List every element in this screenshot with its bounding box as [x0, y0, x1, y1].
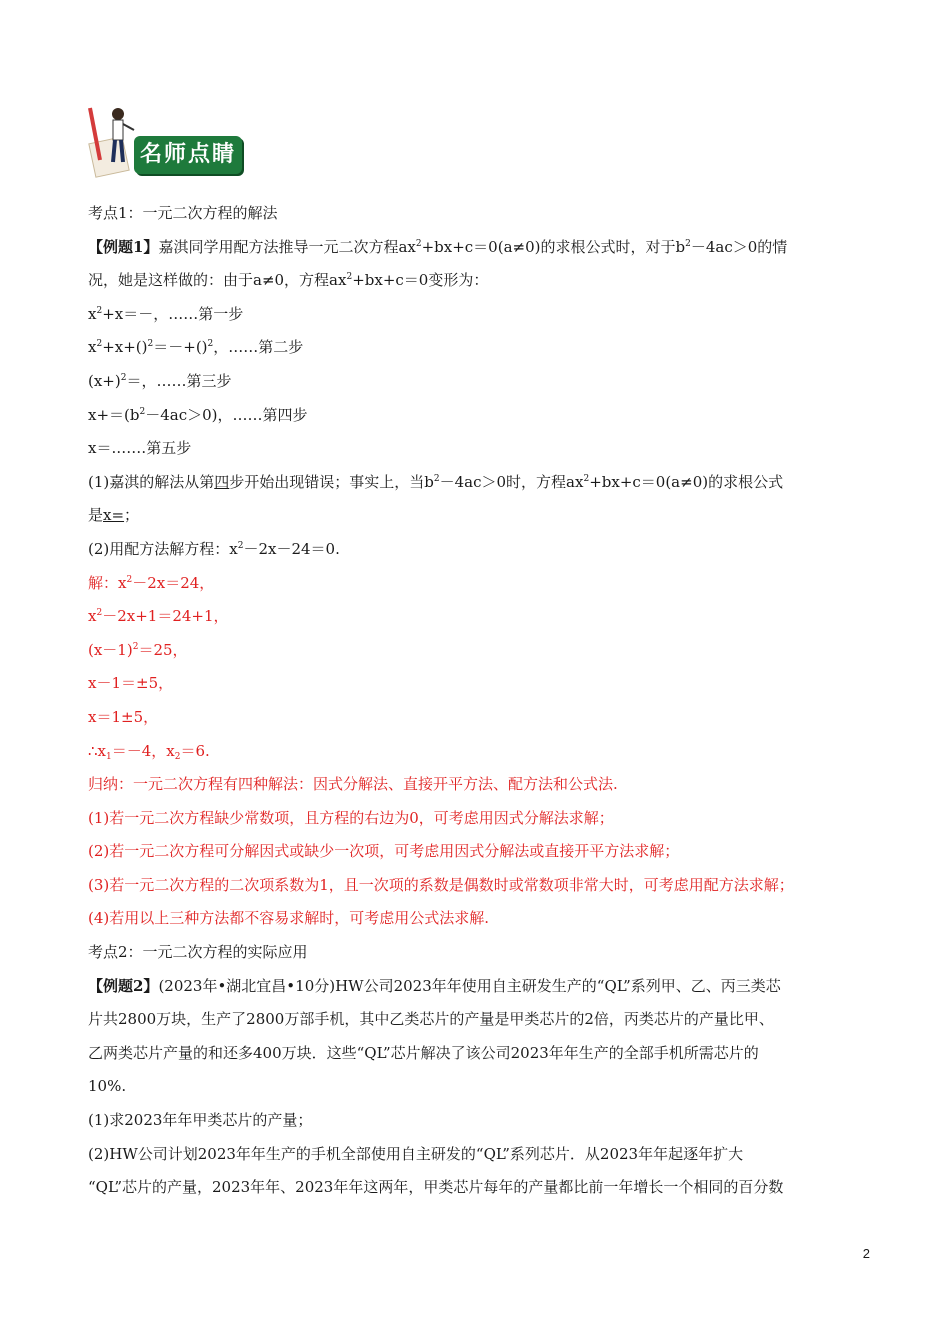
solution-line-6 — [88, 735, 868, 769]
page-number: 2 — [862, 1246, 870, 1261]
exponent: 2 — [96, 339, 103, 350]
text-run: (2)用配方法解方程：x — [88, 539, 238, 558]
subscript: 2 — [174, 751, 181, 762]
step-2 — [88, 331, 868, 365]
text-run: ＝－4，x — [111, 741, 175, 760]
text-run: +bx+c＝0(a≠0)的求根公式时，对于b — [421, 237, 686, 256]
document-body — [88, 197, 868, 1205]
text-run: +bx+c＝0变形为： — [352, 271, 489, 290]
step-1 — [88, 298, 868, 332]
text-run: －2x+1＝24+1， — [102, 607, 229, 626]
summary-line: 归纳：一元二次方程有四种解法：因式分解法、直接开平方法、配方法和公式法. — [88, 775, 618, 794]
text-run: x — [88, 338, 97, 357]
text-run: (x－1) — [88, 640, 133, 659]
text-run: ＝25， — [138, 640, 188, 659]
exponent: 2 — [120, 372, 127, 383]
text-run: ＝－+() — [153, 338, 208, 357]
text-run: x+＝(b — [88, 405, 140, 424]
exponent: 2 — [126, 574, 133, 585]
question-2 — [88, 533, 868, 567]
text-run: 嘉淇同学用配方法推导一元二次方程ax — [158, 237, 416, 256]
summary-line: (4)若用以上三种方法都不容易求解时，可考虑用公式法求解. — [88, 909, 490, 928]
text-run: 解：x — [88, 573, 127, 592]
solution-line-2 — [88, 600, 868, 634]
text-run: 步开始出现错误；事实上，当b — [229, 472, 434, 491]
example-2-line: (2)HW公司计划2023年年生产的手机全部使用自主研发的“QL”系列芯片．从2023年年起逐年扩大 — [88, 1144, 744, 1163]
example-2-tag: 【例题2】 — [88, 976, 159, 995]
subscript: 1 — [106, 751, 112, 762]
exponent: 2 — [415, 238, 422, 249]
text-run: +x＝－，……第一步 — [102, 304, 244, 323]
example-2-line: (1)求2023年年甲类芯片的产量； — [88, 1111, 313, 1130]
example-1-tag: 【例题1】 — [88, 237, 159, 256]
exponent: 2 — [139, 406, 146, 417]
exponent: 2 — [583, 473, 590, 484]
text-run: +bx+c＝0(a≠0)的求根公式 — [589, 472, 784, 491]
exponent: 2 — [96, 608, 103, 619]
topic-1-heading: 考点1：一元二次方程的解法 — [88, 204, 278, 222]
solution-line-4: x－1＝±5， — [88, 674, 174, 693]
example-1-line-1 — [88, 231, 868, 265]
text-run: (2023年•湖北宜昌•10分)HW公司2023年年使用自主研发生产的“QL”系列甲、乙、丙三类芯 — [158, 976, 781, 995]
text-run: －2x－24＝0. — [243, 539, 340, 558]
text-run: +x+() — [102, 338, 148, 357]
exponent: 2 — [147, 339, 154, 350]
text-run: －4ac＞0的情 — [690, 237, 788, 256]
answer-fill-step: 四 — [214, 472, 230, 491]
text-run: －2x＝24， — [132, 573, 215, 592]
solution-line-1 — [88, 567, 868, 601]
text-run: ∴x — [88, 741, 107, 760]
text-run: －4ac＞0)，……第四步 — [145, 405, 308, 424]
text-run: 况，她是这样做的：由于a≠0，方程ax — [88, 271, 347, 290]
exponent: 2 — [346, 272, 353, 283]
text-run: ＝，……第三步 — [126, 371, 232, 390]
example-2-line: 乙两类芯片产量的和还多400万块．这些“QL”芯片解决了该公司2023年年生产的全部手机所需芯片的 — [88, 1043, 759, 1062]
question-1-line-2 — [88, 499, 868, 533]
solution-line-5: x＝1±5， — [88, 707, 159, 726]
text-run: ＝6. — [180, 741, 210, 760]
exponent: 2 — [433, 473, 440, 484]
text-run: (1)嘉淇的解法从第 — [88, 472, 215, 491]
text-run: x — [88, 607, 97, 626]
topic-2-heading: 考点2：一元二次方程的实际应用 — [88, 943, 308, 962]
example-1-line-2 — [88, 264, 868, 298]
summary-line: (1)若一元二次方程缺少常数项，且方程的右边为0，可考虑用因式分解法求解； — [88, 808, 614, 827]
exponent: 2 — [237, 540, 244, 551]
banner-title: 名师点睛 — [134, 136, 242, 174]
question-1-line-1 — [88, 466, 868, 500]
text-run: －4ac＞0时，方程ax — [439, 472, 584, 491]
example-2-line: 10%. — [88, 1077, 127, 1096]
exponent: 2 — [685, 238, 691, 249]
summary-line: (3)若一元二次方程的二次项系数为1，且一次项的系数是偶数时或常数项非常大时，可考虑用配方法求解； — [88, 875, 794, 894]
example-2-line: 片共2800万块，生产了2800万部手机，其中乙类芯片的产量是甲类芯片的2倍，丙类芯片的产量比甲、 — [88, 1010, 774, 1029]
solution-line-3 — [88, 634, 868, 668]
example-2-line: “QL”芯片的产量，2023年年、2023年年这两年，甲类芯片每年的产量都比前一年增长一个相同的百分数 — [88, 1178, 784, 1197]
section-banner — [86, 100, 246, 180]
step-3 — [88, 365, 868, 399]
example-2-line — [88, 970, 868, 1004]
step-4 — [88, 399, 868, 433]
text-run: ，……第二步 — [213, 338, 304, 357]
summary-line: (2)若一元二次方程可分解因式或缺少一次项，可考虑用因式分解法或直接开平方法求解； — [88, 842, 680, 861]
text-run: x — [88, 304, 97, 323]
text-run: (x+) — [88, 371, 121, 390]
text-run: 是 — [88, 506, 104, 525]
answer-fill-formula: x= — [103, 506, 125, 525]
exponent: 2 — [132, 641, 139, 652]
text-run: ； — [124, 506, 140, 525]
exponent: 2 — [96, 305, 103, 316]
step-5: x＝.……第五步 — [88, 439, 192, 458]
exponent: 2 — [207, 339, 214, 350]
